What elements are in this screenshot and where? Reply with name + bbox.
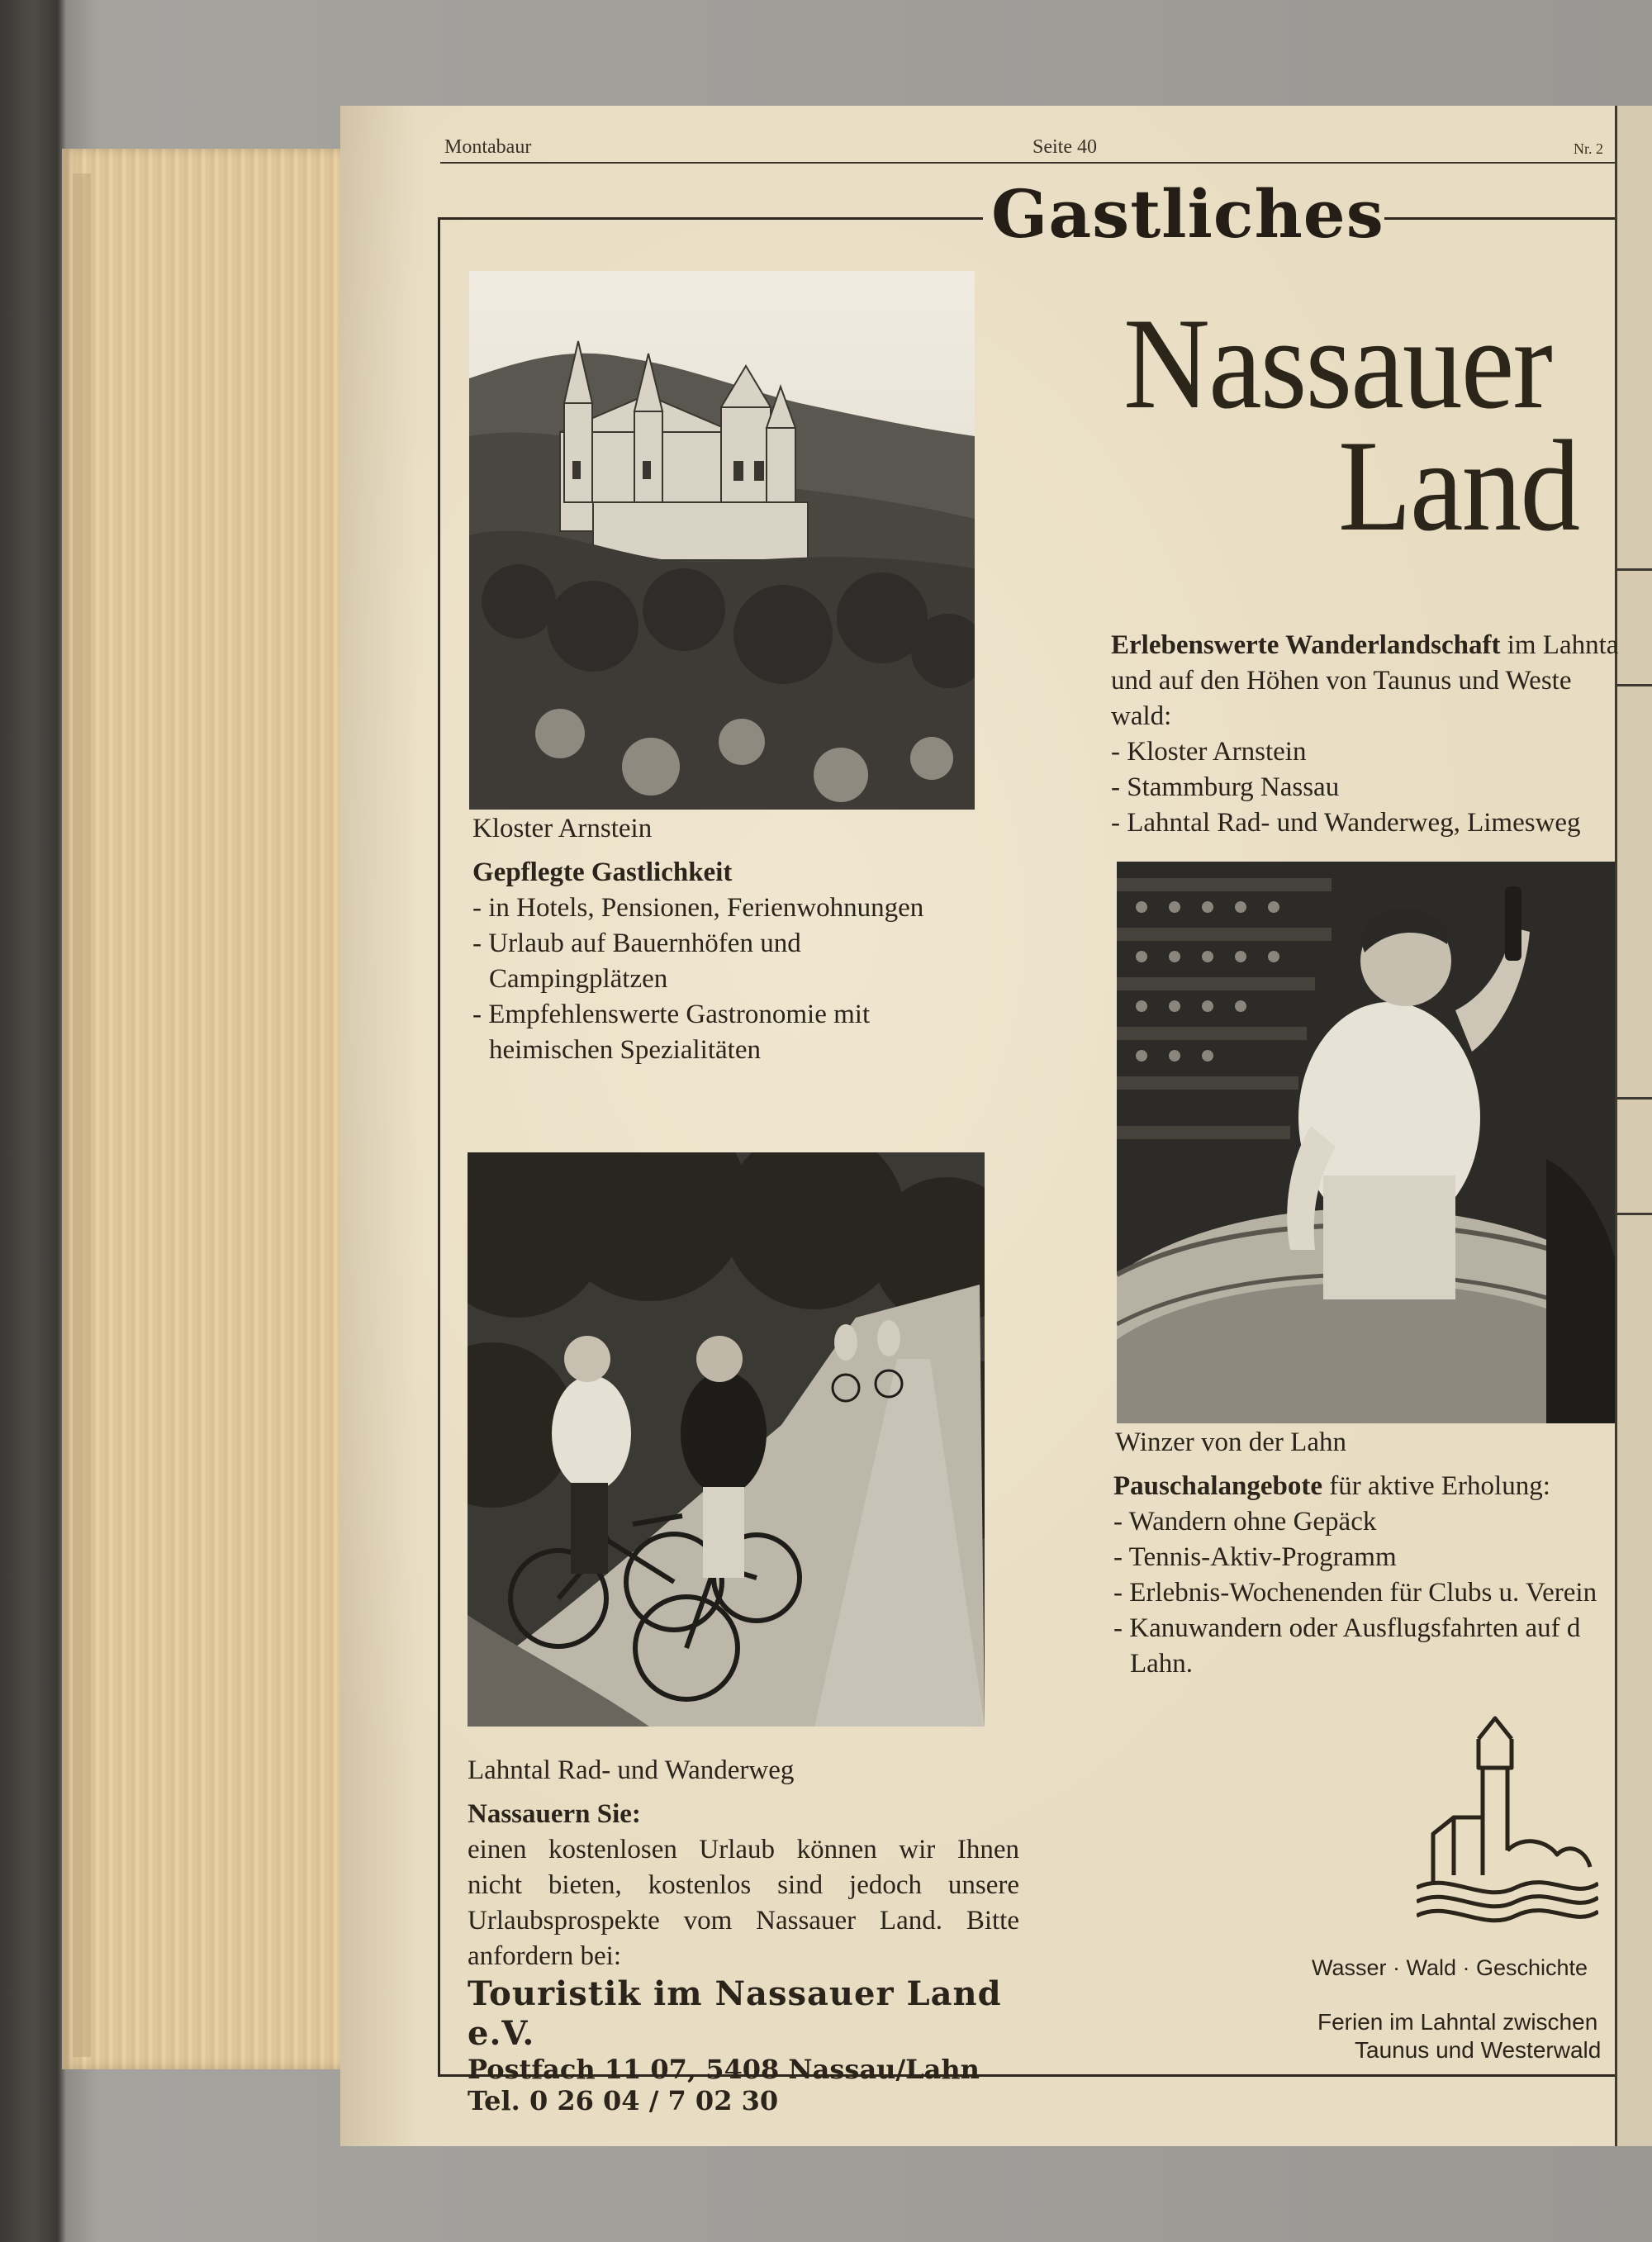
hiking-lead-rest: im Lahnta bbox=[1500, 630, 1619, 660]
winemaker-photo bbox=[1117, 862, 1615, 1423]
offer-line-4: anfordern bei: bbox=[468, 1941, 621, 1971]
monastery-caption: Kloster Arnstein bbox=[472, 814, 653, 843]
frame-top-left bbox=[438, 217, 983, 220]
winemaker-caption: Winzer von der Lahn bbox=[1115, 1427, 1346, 1457]
headline-line-2: Land bbox=[1338, 414, 1579, 558]
packages-item-4-continued: Lahn. bbox=[1130, 1649, 1194, 1679]
packages-lead-bold: Pauschalangebote bbox=[1113, 1471, 1323, 1501]
hospitality-item-3: - Empfehlenswerte Gastronomie mit bbox=[472, 1000, 871, 1029]
page-stack-edge bbox=[73, 173, 91, 2057]
section-kicker: Gastliches bbox=[991, 175, 1384, 253]
header-rule bbox=[440, 162, 1615, 164]
hiking-item-3: - Lahntal Rad- und Wanderweg, Limesweg bbox=[1111, 808, 1581, 838]
next-page-strip bbox=[1615, 106, 1652, 2146]
hospitality-item-2-continued: Campingplätzen bbox=[489, 964, 668, 994]
header-place: Montabaur bbox=[444, 136, 532, 158]
packages-item-1: - Wandern ohne Gepäck bbox=[1113, 1507, 1377, 1537]
cyclists-caption: Lahntal Rad- und Wanderweg bbox=[468, 1755, 795, 1785]
frame-top-right bbox=[1384, 217, 1615, 220]
bound-page-stack bbox=[62, 149, 359, 2069]
offer-block bbox=[468, 1797, 1019, 1974]
packages-item-3: - Erlebnis-Wochenenden für Clubs u. Verein bbox=[1113, 1578, 1597, 1608]
hospitality-block bbox=[472, 855, 993, 1068]
contact-organization: Touristik im Nassauer Land e.V. bbox=[468, 1974, 1002, 2053]
hospitality-item-3-continued: heimischen Spezialitäten bbox=[489, 1035, 761, 1065]
packages-lead-rest: für aktive Erholung: bbox=[1322, 1471, 1550, 1501]
logo-slogan-line-2: Taunus und Westerwald bbox=[1355, 2037, 1602, 2063]
hiking-item-1: - Kloster Arnstein bbox=[1111, 737, 1307, 767]
packages-block bbox=[1113, 1469, 1615, 1682]
monastery-photo bbox=[469, 271, 975, 810]
hospitality-title: Gepflegte Gastlichkeit bbox=[472, 857, 733, 887]
hiking-item-2: - Stammburg Nassau bbox=[1111, 772, 1340, 802]
headline-line-1: Nassauer bbox=[1123, 292, 1552, 436]
offer-title: Nassauern Sie: bbox=[468, 1799, 641, 1829]
packages-item-4: - Kanuwandern oder Ausflugsfahrten auf d bbox=[1113, 1613, 1581, 1643]
contact-phone: Tel. 0 26 04 / 7 02 30 bbox=[468, 2085, 779, 2116]
tower-waves-logo bbox=[1417, 1710, 1598, 1937]
hiking-lead-bold: Erlebenswerte Wanderlandschaft bbox=[1111, 630, 1501, 660]
contact-block bbox=[468, 1974, 1046, 2116]
offer-line-3: Urlaubsprospekte vom Nassauer Land. Bitte bbox=[468, 1906, 1019, 1936]
hiking-line-3: wald: bbox=[1111, 701, 1172, 731]
frame-left bbox=[438, 217, 440, 2076]
header-page-number: Seite 40 bbox=[1032, 136, 1097, 158]
hiking-block bbox=[1111, 628, 1619, 841]
packages-item-2: - Tennis-Aktiv-Programm bbox=[1113, 1542, 1397, 1572]
hospitality-item-2: - Urlaub auf Bauernhöfen und bbox=[472, 929, 801, 958]
cyclists-photo bbox=[468, 1152, 985, 1727]
offer-line-1: einen kostenlosen Urlaub können wir Ihnen bbox=[468, 1835, 1019, 1864]
hospitality-item-1: - in Hotels, Pensionen, Ferienwohnungen bbox=[472, 893, 924, 923]
hiking-lead bbox=[1111, 628, 1619, 663]
logo-tagline: Wasser · Wald · Geschichte bbox=[1312, 1955, 1588, 1980]
packages-lead bbox=[1113, 1469, 1615, 1504]
contact-address: Postfach 11 07, 5408 Nassau/Lahn bbox=[468, 2054, 980, 2085]
offer-line-2: nicht bieten, kostenlos sind jedoch unsere bbox=[468, 1870, 1019, 1900]
hiking-line-2: und auf den Höhen von Taunus und Weste bbox=[1111, 666, 1572, 696]
header-issue: Nr. 2 bbox=[1574, 140, 1603, 157]
logo-slogan-line-1: Ferien im Lahntal zwischen bbox=[1317, 2009, 1598, 2035]
